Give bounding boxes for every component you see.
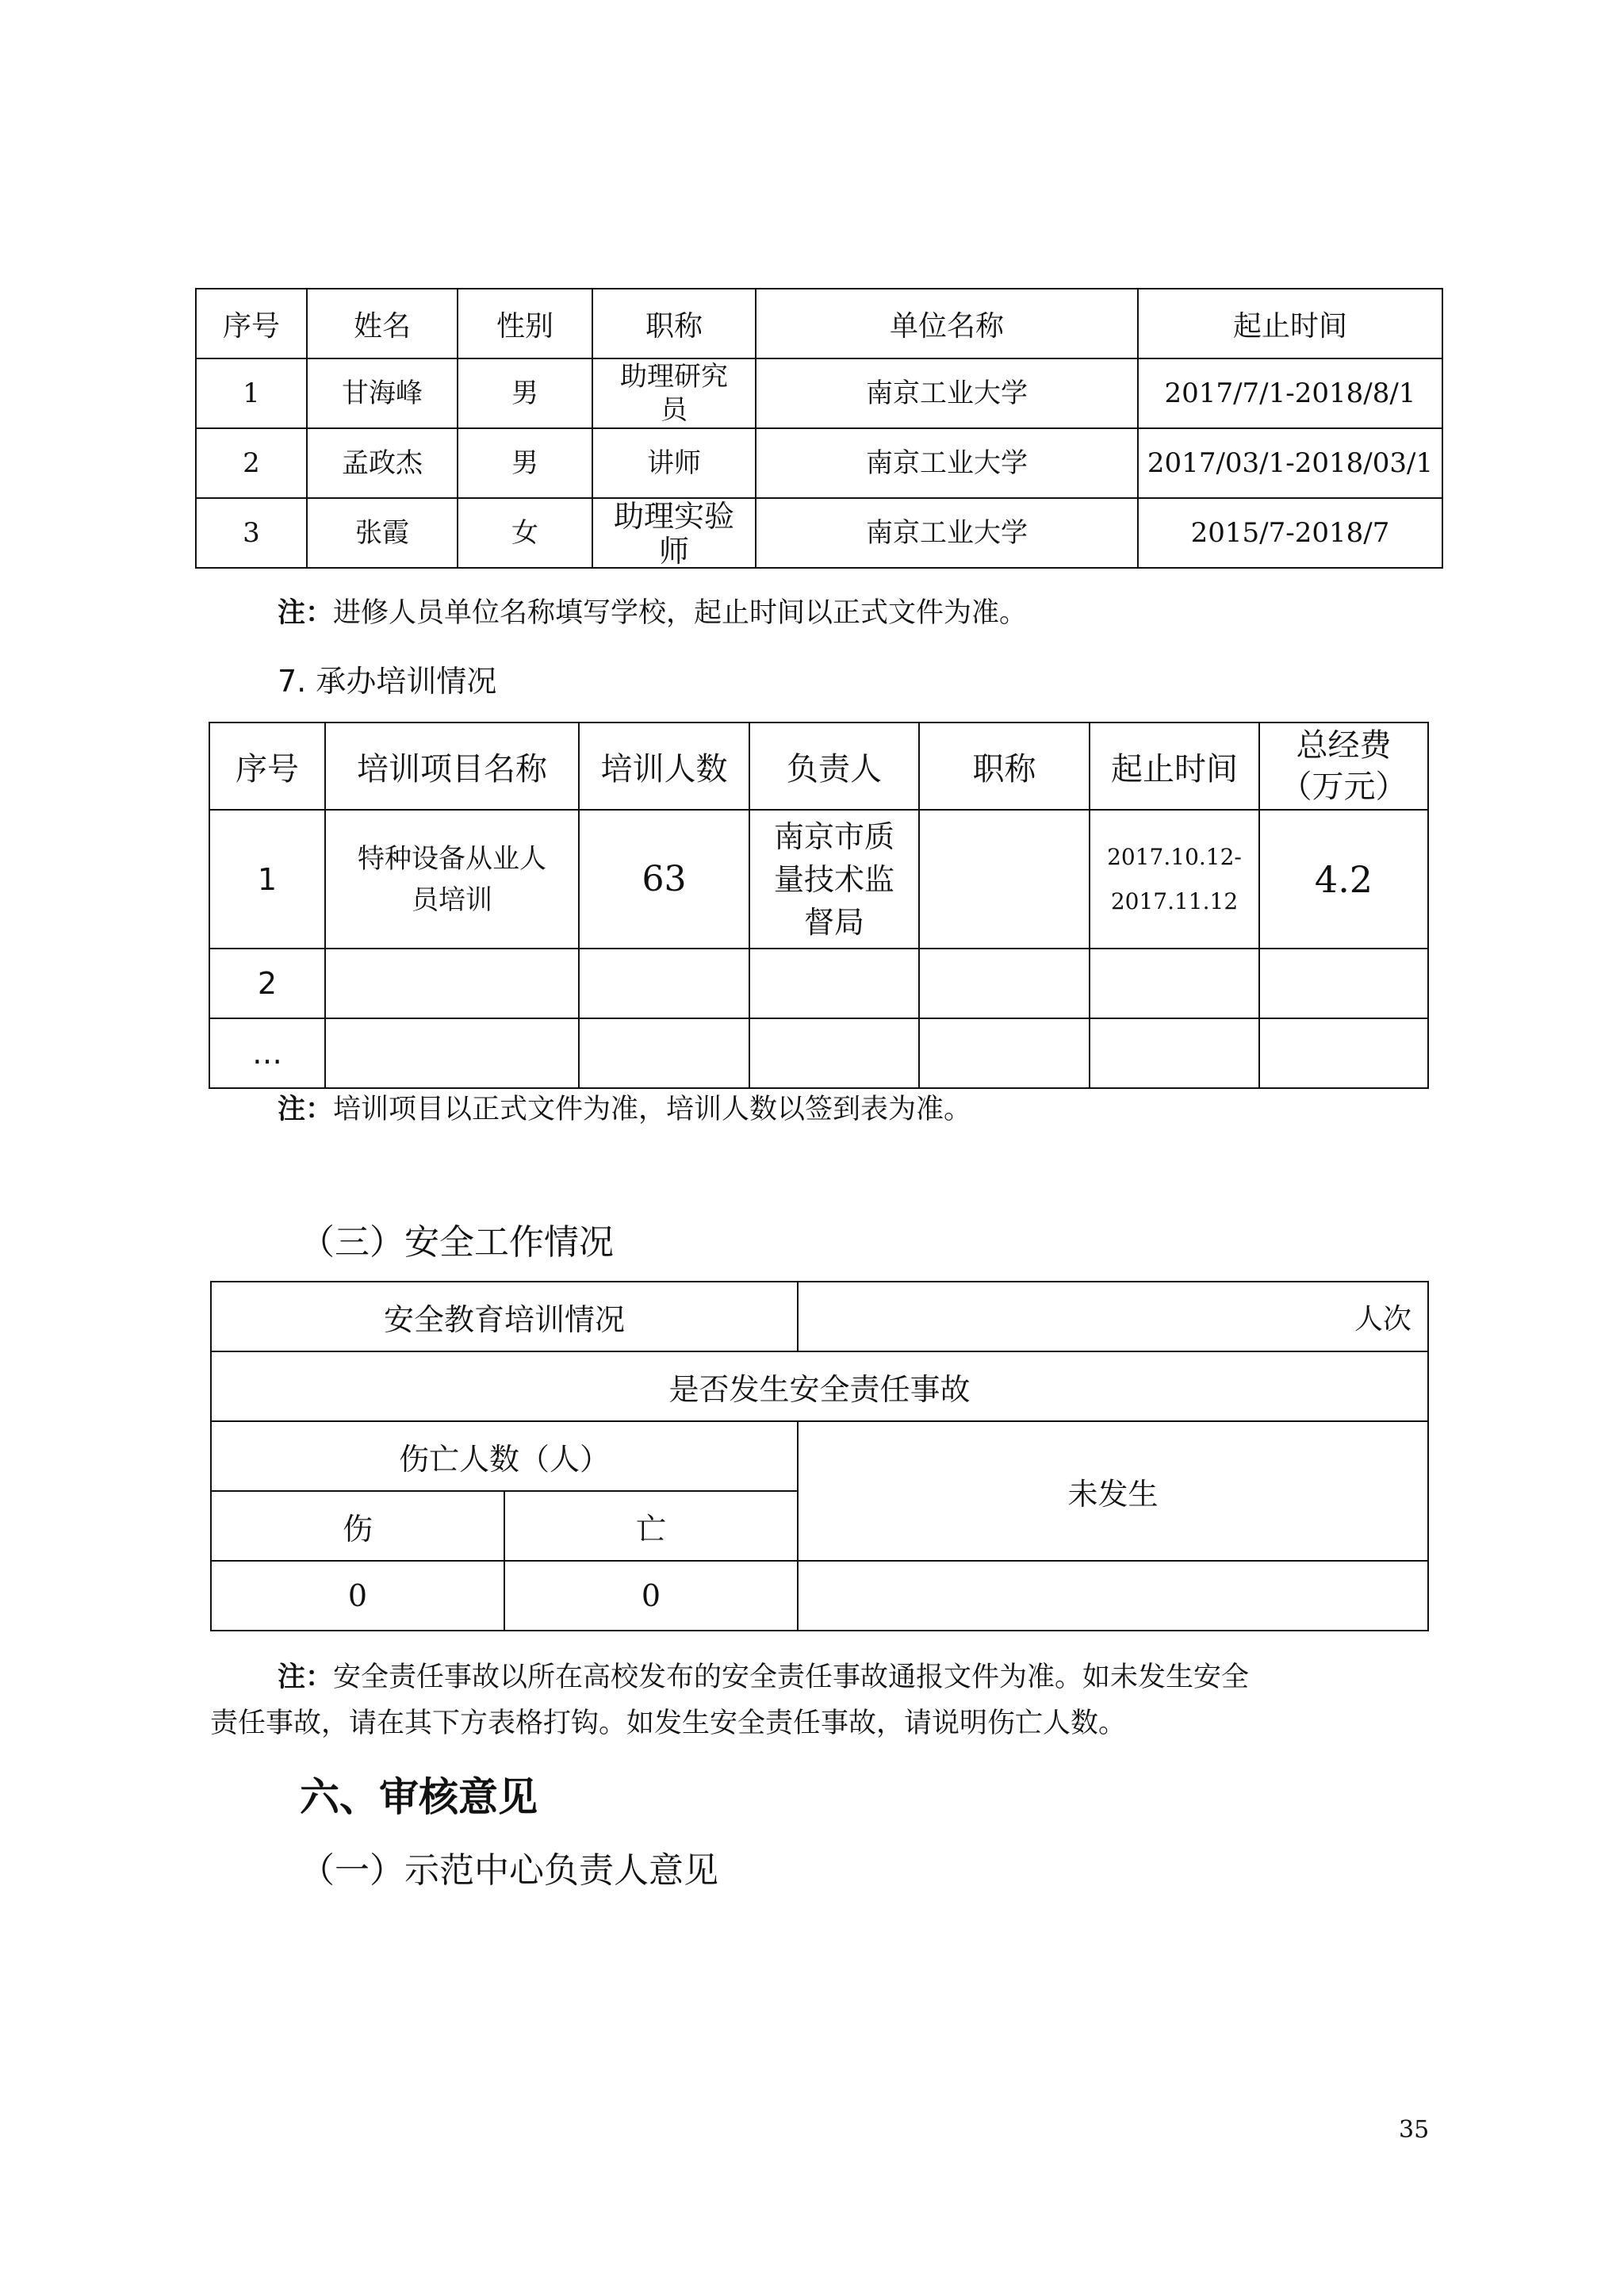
note-1 [278, 590, 1467, 636]
header-cell: 姓名 [307, 289, 458, 358]
page-number: 35 [1399, 2116, 1430, 2144]
section-title-7: 7. 承办培训情况 [278, 664, 497, 699]
header-cell: 序号 [209, 723, 325, 810]
header-cell: 序号 [196, 289, 307, 358]
cell: 孟政杰 [307, 428, 458, 498]
table-row [209, 810, 1428, 949]
cell: 1 [196, 358, 307, 428]
accident-status: 未发生 [798, 1421, 1428, 1561]
cell [749, 949, 919, 1018]
cell: 南京工业大学 [756, 498, 1138, 568]
cell: 讲师 [592, 428, 756, 498]
training-table [209, 722, 1429, 1089]
dead-label: 亡 [504, 1491, 798, 1561]
note-text: 进修人员单位名称填写学校，起止时间以正式文件为准。 [333, 597, 1028, 629]
injured-label: 伤 [211, 1491, 504, 1561]
header-cell: 起止时间 [1138, 289, 1442, 358]
cell: 2015/7-2018/7 [1138, 498, 1442, 568]
cell [1259, 1018, 1428, 1088]
cell: 63 [579, 810, 749, 949]
cell: 2017/03/1-2018/03/1 [1138, 428, 1442, 498]
note-line-2: 责任事故，请在其下方表格打钩。如发生安全责任事故，请说明伤亡人数。 [210, 1708, 1127, 1739]
cell-text: 助理研究员 [620, 361, 728, 426]
cell: 张霞 [307, 498, 458, 568]
check-cell [798, 1561, 1428, 1631]
section-title-safety: （三）安全工作情况 [300, 1222, 614, 1263]
note-3 [210, 1654, 1447, 1746]
cell-text: 南京市质量技术监督局 [773, 818, 894, 940]
header-cell: 职称 [592, 289, 756, 358]
dead-value: 0 [504, 1561, 798, 1631]
header-cell: 培训人数 [579, 723, 749, 810]
cell [749, 810, 919, 949]
cell: 女 [458, 498, 592, 568]
header-cell: 职称 [919, 723, 1090, 810]
cell: 2 [209, 949, 325, 1018]
cell: 男 [458, 358, 592, 428]
cell-text: 特种设备从业人员培训 [358, 842, 546, 916]
header-cell: 培训项目名称 [325, 723, 579, 810]
cell: 4.2 [1259, 810, 1428, 949]
note-text: 培训项目以正式文件为准，培训人数以签到表为准。 [333, 1094, 972, 1125]
header-cell: 起止时间 [1090, 723, 1259, 810]
cell: 3 [196, 498, 307, 568]
cell: 1 [209, 810, 325, 949]
cell: 2017/7/1-2018/8/1 [1138, 358, 1442, 428]
note-prefix: 注： [278, 596, 334, 629]
cell [325, 949, 579, 1018]
table-row [209, 1018, 1428, 1088]
cell [1259, 949, 1428, 1018]
cell: 南京工业大学 [756, 358, 1138, 428]
heading-review: 六、审核意见 [300, 1774, 538, 1820]
accident-label: 是否发生安全责任事故 [211, 1351, 1428, 1421]
heading-center-director: （一）示范中心负责人意见 [300, 1850, 718, 1891]
cell [592, 358, 756, 428]
cell [919, 810, 1090, 949]
note-2 [278, 1087, 1467, 1133]
note-prefix: 注： [278, 1661, 334, 1693]
note-text: 安全责任事故以所在高校发布的安全责任事故通报文件为准。如未发生安全 [333, 1662, 1250, 1693]
header-cell: 总经费 （万元） [1259, 723, 1428, 810]
cell [1090, 1018, 1259, 1088]
cell [919, 949, 1090, 1018]
training-unit: 人次 [798, 1282, 1428, 1351]
training-label: 安全教育培训情况 [211, 1282, 798, 1351]
cell [1090, 949, 1259, 1018]
cell [579, 1018, 749, 1088]
trainee-table [195, 288, 1443, 569]
cell [919, 1018, 1090, 1088]
note-prefix: 注： [278, 1093, 334, 1125]
cell: 2017.10.12- 2017.11.12 [1090, 810, 1259, 949]
cell: 甘海峰 [307, 358, 458, 428]
table-row [196, 358, 1442, 428]
header-cell: 负责人 [749, 723, 919, 810]
table-row [196, 428, 1442, 498]
cell: 2 [196, 428, 307, 498]
cell [592, 498, 756, 568]
casualty-label: 伤亡人数（人） [211, 1421, 798, 1491]
note-line-1 [210, 1654, 1447, 1700]
header-cell: 性别 [458, 289, 592, 358]
cell [749, 1018, 919, 1088]
cell: 南京工业大学 [756, 428, 1138, 498]
cell [579, 949, 749, 1018]
injured-value: 0 [211, 1561, 504, 1631]
table-row [209, 949, 1428, 1018]
cell: 男 [458, 428, 592, 498]
cell: … [209, 1018, 325, 1088]
cell [325, 810, 579, 949]
safety-table [210, 1281, 1429, 1631]
cell [325, 1018, 579, 1088]
cell-text: 助理实验师 [613, 499, 734, 567]
table-row [196, 498, 1442, 568]
header-cell: 单位名称 [756, 289, 1138, 358]
